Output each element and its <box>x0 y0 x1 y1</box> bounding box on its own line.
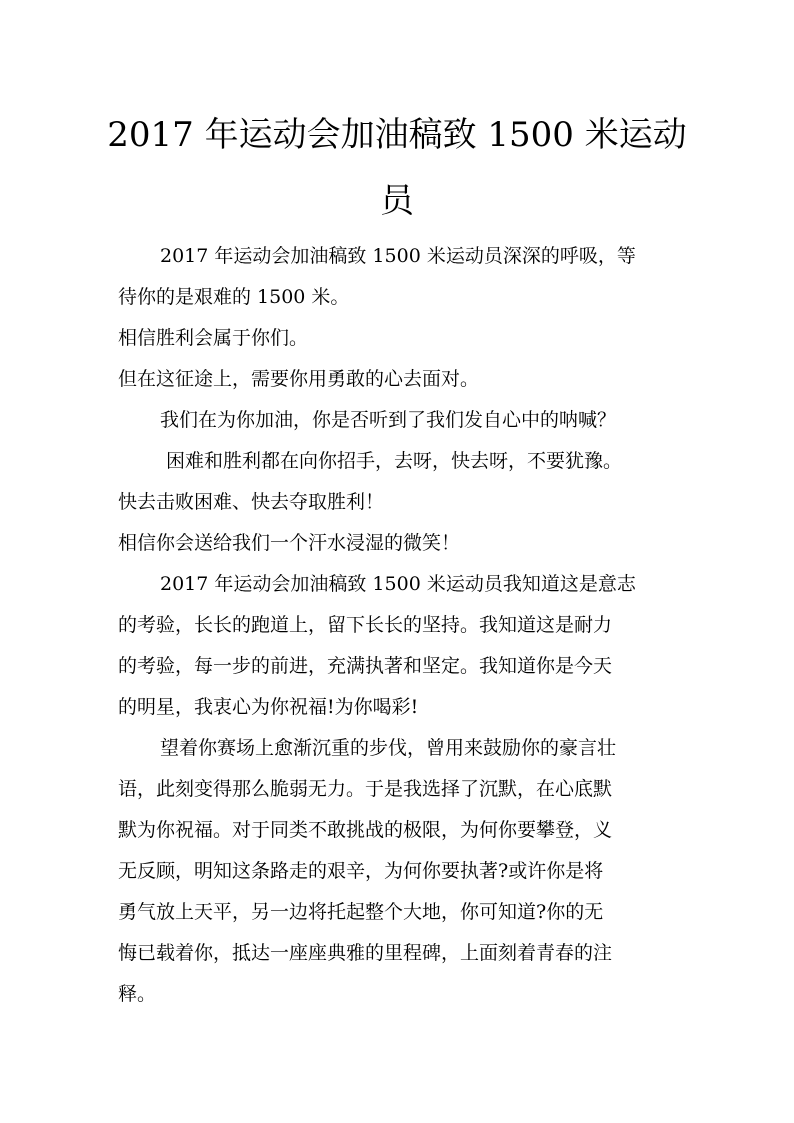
body-line: 默为你祝福。对于同类不敢挑战的极限，为何你要攀登，义 <box>118 819 613 841</box>
document-body <box>118 236 680 1015</box>
body-line: 2017 年运动会加油稿致 1500 米运动员深深的呼吸，等 <box>160 245 636 267</box>
body-line: 快去击败困难、快去夺取胜利！ <box>118 491 385 513</box>
body-line: 勇气放上天平，另一边将托起整个大地，你可知道?你的无 <box>118 901 604 923</box>
body-line: 但在这征途上，需要你用勇敢的心去面对。 <box>118 368 480 390</box>
title-line: 员 <box>380 181 414 221</box>
body-line: 的考验，长长的跑道上，留下长长的坚持。我知道这是耐力 <box>118 614 613 636</box>
body-line: 相信你会送给我们一个汗水浸湿的微笑！ <box>118 532 461 554</box>
body-line: 相信胜利会属于你们。 <box>118 327 309 349</box>
title-line: 2017 年运动会加油稿致 1500 米运动 <box>107 115 687 155</box>
body-line: 困难和胜利都在向你招手，去呀，快去呀，不要犹豫。 <box>166 450 623 472</box>
body-line: 的考验，每一步的前进，充满执著和坚定。我知道你是今天 <box>118 655 613 677</box>
body-line: 2017 年运动会加油稿致 1500 米运动员我知道这是意志 <box>160 573 636 595</box>
body-line: 我们在为你加油，你是否听到了我们发自心中的呐喊？ <box>160 409 617 431</box>
body-line: 悔已载着你，抵达一座座典雅的里程碑，上面刻着青春的注 <box>118 942 613 964</box>
body-line: 无反顾，明知这条路走的艰辛，为何你要执著?或许你是将 <box>118 860 604 882</box>
body-line: 望着你赛场上愈渐沉重的步伐，曾用来鼓励你的豪言壮 <box>160 737 617 759</box>
body-line: 释。 <box>118 983 157 1005</box>
body-line: 待你的是艰难的 1500 米。 <box>118 286 350 308</box>
document-title <box>100 102 694 234</box>
body-line: 语，此刻变得那么脆弱无力。于是我选择了沉默，在心底默 <box>118 778 613 800</box>
body-line: 的明星，我衷心为你祝福!为你喝彩! <box>118 696 419 718</box>
